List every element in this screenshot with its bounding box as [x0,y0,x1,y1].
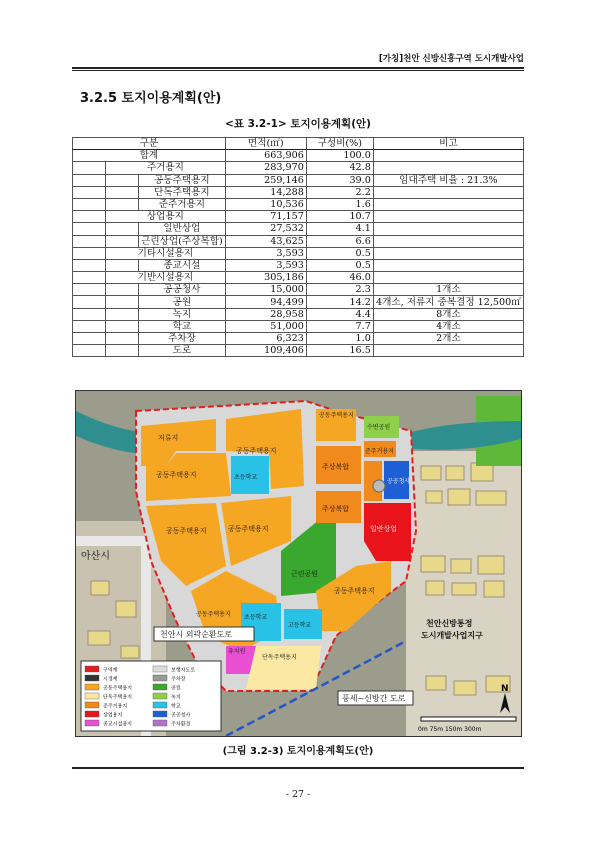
cell-area: 51,000 [225,320,306,332]
cell-ratio: 46.0 [306,272,373,284]
cell-indent [106,259,139,271]
cell-indent [73,259,106,271]
table-row [73,235,524,247]
cell-indent [73,272,106,284]
legend-swatch [85,702,99,708]
legend-label: 준주거용지 [103,703,128,710]
cell-area: 71,157 [225,211,306,223]
table-row [73,333,524,345]
legend-swatch [153,666,167,672]
cell-area: 43,625 [225,235,306,247]
legend-label: 단독주택용지 [103,694,132,701]
cell-indent [73,211,106,223]
map-label-elem1: 초등학교 [234,474,258,481]
cell-area: 27,532 [225,223,306,235]
cell-indent [106,333,139,345]
legend-swatch [153,711,167,717]
table-row [73,308,524,320]
cell-category: 녹지 [139,308,226,320]
cell-area: 14,288 [225,186,306,198]
map-label-apt1: 공동주택용지 [319,412,354,419]
cell-note: 4개소, 저류지 중복결정 12,500㎡ [373,296,523,308]
map-legend [81,661,221,731]
legend-swatch [85,693,99,699]
cell-indent [73,174,106,186]
table-row [73,345,524,357]
cell-note: 임대주택 비율 : 21.3% [373,174,523,186]
cell-note [373,345,523,357]
col-header-ratio: 구성비(%) [306,138,373,150]
map-label-apt2: 공동주택용지 [156,471,197,479]
table-row [73,150,524,162]
legend-label: 구역계 [103,667,118,674]
legend-swatch [153,720,167,726]
table-row [73,296,524,308]
cell-area: 259,146 [225,174,306,186]
map-label-district: 천안신방통정 [426,619,473,628]
page-number: - 27 - [285,789,311,800]
cell-note [373,235,523,247]
parcel-detached [246,646,321,689]
cell-category: 단독주택용지 [139,186,226,198]
map-label-apt4: 공동주택용지 [166,527,207,535]
cell-area: 94,499 [225,296,306,308]
legend-swatch [85,711,99,717]
map-label-apt5: 공동주택용지 [228,525,269,533]
cell-note [373,150,523,162]
cell-indent [73,198,106,210]
cell-indent [106,223,139,235]
cell-ratio: 7.7 [306,320,373,332]
legend-swatch [85,666,99,672]
cell-indent [73,345,106,357]
cell-indent [73,186,106,198]
cell-indent [73,296,106,308]
cell-ratio: 42.8 [306,162,373,174]
cell-indent [73,320,106,332]
land-use-table [72,137,524,357]
cell-category: 근린상업(주상복합) [139,235,226,247]
cell-category: 기반시설용지 [106,272,226,284]
cell-note [373,223,523,235]
cell-indent [73,162,106,174]
legend-label: 상업용지 [103,712,123,719]
cell-indent [106,235,139,247]
cell-ratio: 6.6 [306,235,373,247]
cell-ratio: 1.6 [306,198,373,210]
map-label-asan: 아산시 [81,551,110,562]
map-label-park1: 근린공원 [291,570,319,578]
cell-category: 공공청사 [139,284,226,296]
cell-indent [73,333,106,345]
legend-label: 공원 [171,685,181,692]
cell-category: 주거용지 [106,162,226,174]
map-label-park2: 수변공원 [367,424,391,431]
map-label-high: 고등학교 [288,622,312,629]
cell-area: 283,970 [225,162,306,174]
cell-note [373,247,523,259]
cell-area: 3,593 [225,247,306,259]
cell-area: 15,000 [225,284,306,296]
cell-note: 8개소 [373,308,523,320]
cell-note: 4개소 [373,320,523,332]
cell-category: 학교 [139,320,226,332]
map-label-jeoryu: 저류지 [158,434,179,442]
cell-ratio: 1.0 [306,333,373,345]
col-header-note: 비고 [373,138,523,150]
cell-category: 합계 [73,150,226,162]
cell-category: 도로 [139,345,226,357]
cell-indent [106,345,139,357]
cell-ratio: 100.0 [306,150,373,162]
map-label-detached: 단독주택용지 [262,654,297,661]
map-label-bypass: 풍세~신방간 도로 [342,694,406,703]
cell-area: 28,958 [225,308,306,320]
map-label-semi: 준주거용지 [365,448,394,455]
cell-ratio: 10.7 [306,211,373,223]
cell-category: 주차장 [139,333,226,345]
map-label-district2: 도시개발사업지구 [421,631,483,640]
header-rule [72,67,524,71]
table-row [73,186,524,198]
cell-note [373,198,523,210]
cell-category: 종교시설 [139,259,226,271]
table-row [73,174,524,186]
table-row [73,211,524,223]
footer-rule [72,767,524,769]
legend-swatch [153,675,167,681]
cell-note [373,259,523,271]
legend-swatch [153,702,167,708]
map-label-apt3: 공동주택용지 [236,447,277,455]
cell-note [373,186,523,198]
cell-area: 109,406 [225,345,306,357]
legend-label: 주차환경 [171,721,191,728]
legend-label: 종교시설용지 [103,721,132,728]
cell-ratio: 0.5 [306,259,373,271]
running-header: [가칭]천안 신방신흥구역 도시개발사업 [378,54,524,64]
cell-ratio: 2.3 [306,284,373,296]
table-row [73,284,524,296]
cell-ratio: 4.1 [306,223,373,235]
legend-label: 보행자도로 [171,667,196,674]
cell-indent [106,296,139,308]
cell-indent [106,174,139,186]
scale-bar [421,717,516,721]
cell-ratio: 14.2 [306,296,373,308]
cell-note: 2개소 [373,333,523,345]
cell-indent [73,223,106,235]
map-label-commerce: 일반상업 [370,525,398,533]
cell-area: 6,323 [225,333,306,345]
north-label: N [501,684,509,694]
cell-category: 기타시설용지 [106,247,226,259]
cell-area: 305,186 [225,272,306,284]
table-header-row [73,138,524,150]
legend-label: 공공청사 [171,712,191,719]
cell-area: 663,906 [225,150,306,162]
cell-ratio: 2.2 [306,186,373,198]
roundabout [373,480,385,492]
cell-indent [73,308,106,320]
legend-label: 녹지 [171,694,181,701]
cell-ratio: 0.5 [306,247,373,259]
cell-category: 준주거용지 [139,198,226,210]
legend-swatch [153,693,167,699]
table-row [73,320,524,332]
col-header-area: 면적(㎡) [225,138,306,150]
map-label-apt6: 공동주택용지 [334,587,375,595]
cell-area: 10,536 [225,198,306,210]
legend-label: 시경계 [103,676,118,683]
scale-label: 0m 75m 150m 300m [418,726,482,733]
map-label-mixed2: 주상복합 [322,505,350,513]
cell-indent [73,247,106,259]
table-row [73,272,524,284]
cell-note [373,272,523,284]
section-heading: 3.2.5 토지이용계획(안) [80,91,222,106]
cell-category: 공원 [139,296,226,308]
cell-ratio: 4.4 [306,308,373,320]
legend-label: 주차장 [171,676,186,683]
table-row [73,247,524,259]
map-label-mixed1: 주상복합 [322,463,350,471]
table-row [73,223,524,235]
map-label-elem2: 초등학교 [244,614,268,621]
land-use-plan-map [75,390,522,737]
cell-area: 3,593 [225,259,306,271]
cell-indent [106,320,139,332]
legend-swatch [153,684,167,690]
cell-ratio: 16.5 [306,345,373,357]
cell-ratio: 39.0 [306,174,373,186]
cell-indent [106,308,139,320]
map-label-public: 공공청사 [387,478,411,485]
figure-caption: (그림 3.2-3) 토지이용계획도(안) [222,746,374,757]
cell-indent [73,284,106,296]
legend-label: 학교 [171,703,181,710]
cell-category: 일반상업 [139,223,226,235]
legend-swatch [85,720,99,726]
cell-category: 상업용지 [106,211,226,223]
map-label-ring-road: 천안시 외곽순환도로 [160,630,233,639]
cell-indent [106,186,139,198]
cell-indent [73,235,106,247]
col-header-category: 구분 [73,138,226,150]
legend-label: 공동주택용지 [103,685,132,692]
map-label-apt7: 공동주택용지 [196,611,231,618]
cell-indent [106,198,139,210]
map-label-kinder: 유치원 [228,648,246,655]
legend-swatch [85,684,99,690]
cell-note [373,211,523,223]
cell-note [373,162,523,174]
table-row [73,198,524,210]
cell-indent [106,284,139,296]
cell-note: 1개소 [373,284,523,296]
table-row [73,259,524,271]
table-title: <표 3.2-1> 토지이용계획(안) [225,118,371,130]
cell-category: 공동주택용지 [139,174,226,186]
legend-swatch [85,675,99,681]
table-row [73,162,524,174]
